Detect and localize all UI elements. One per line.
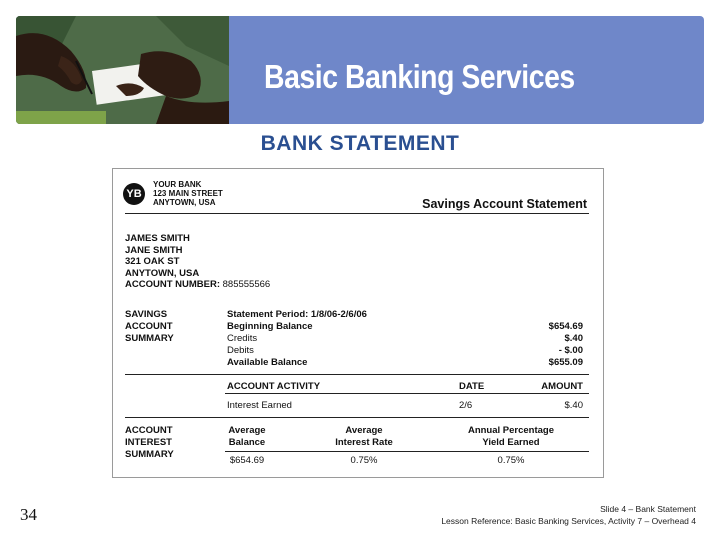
interest-label-line: SUMMARY (125, 449, 174, 460)
bank-name: YOUR BANK (153, 180, 202, 189)
summary-label-line: SAVINGS (125, 309, 168, 320)
summary-row-value: $655.09 (548, 357, 583, 368)
customer-line: JAMES SMITH (125, 233, 190, 244)
activity-date: 2/6 (459, 400, 473, 411)
interest-header-rate (319, 425, 409, 449)
summary-row-label: Available Balance (227, 357, 308, 368)
header-banner (16, 16, 704, 124)
customer-line: ANYTOWN, USA (125, 267, 200, 279)
banner-title: Basic Banking Services (264, 58, 575, 95)
interest-label-line: INTEREST (125, 437, 172, 448)
bank-statement (112, 168, 604, 478)
activity-description: Interest Earned (227, 400, 292, 411)
bank-city: ANYTOWN, USA (153, 198, 216, 207)
customer-line: 321 OAK ST (125, 256, 180, 267)
account-number-label: ACCOUNT NUMBER: (125, 279, 220, 290)
header-line: Annual Percentage (467, 425, 555, 436)
divider (225, 393, 589, 394)
photo-illustration (16, 16, 229, 124)
divider (125, 213, 589, 214)
summary-row-label: Credits (227, 333, 258, 344)
header-line: Average (228, 425, 266, 436)
document-title: Savings Account Statement (422, 197, 587, 211)
account-number: 885555566 (222, 279, 271, 290)
bank-street: 123 MAIN STREET (153, 189, 223, 198)
header-line: Balance (228, 437, 266, 448)
summary-label-line: ACCOUNT (125, 321, 173, 332)
summary-row-value: - $.00 (558, 345, 583, 356)
interest-label-line: ACCOUNT (125, 425, 173, 436)
bank-logo: YB (123, 183, 145, 205)
amount-header: AMOUNT (541, 381, 583, 392)
interest-summary-label (125, 425, 174, 461)
header-line: Interest Rate (335, 437, 393, 448)
slide-footer (441, 503, 696, 527)
summary-label-line: SUMMARY (125, 333, 174, 344)
header-line: Yield Earned (482, 437, 540, 448)
summary-row-label: Beginning Balance (227, 321, 313, 332)
header-line: Average (345, 425, 383, 436)
date-header: DATE (459, 381, 485, 392)
interest-value-rate: 0.75% (350, 455, 378, 466)
interest-value-yield: 0.75% (497, 455, 525, 466)
account-number-row (125, 279, 270, 291)
section-title: BANK STATEMENT (260, 132, 460, 155)
activity-amount: $.40 (564, 400, 583, 411)
divider (125, 417, 589, 418)
divider (125, 374, 589, 375)
summary-row-value: $.40 (564, 333, 583, 344)
interest-value-balance: $654.69 (229, 455, 265, 466)
interest-header-balance (217, 425, 277, 449)
divider (225, 451, 589, 452)
bank-address (153, 180, 223, 207)
savings-summary-label (125, 309, 174, 345)
summary-row-value: $654.69 (548, 321, 583, 332)
statement-period: Statement Period: 1/8/06-2/6/06 (227, 309, 367, 320)
footer-line: Slide 4 – Bank Statement (600, 504, 696, 514)
interest-header-yield (451, 425, 571, 449)
hands-writing-photo (16, 16, 229, 124)
customer-line: JANE SMITH (125, 244, 183, 256)
slide-number: 34 (20, 505, 37, 524)
summary-row-label: Debits (227, 345, 254, 356)
customer-block (125, 233, 270, 291)
activity-header: ACCOUNT ACTIVITY (227, 381, 321, 392)
footer-line: Lesson Reference: Basic Banking Services, Activity 7 – Overhead 4 (441, 516, 696, 526)
